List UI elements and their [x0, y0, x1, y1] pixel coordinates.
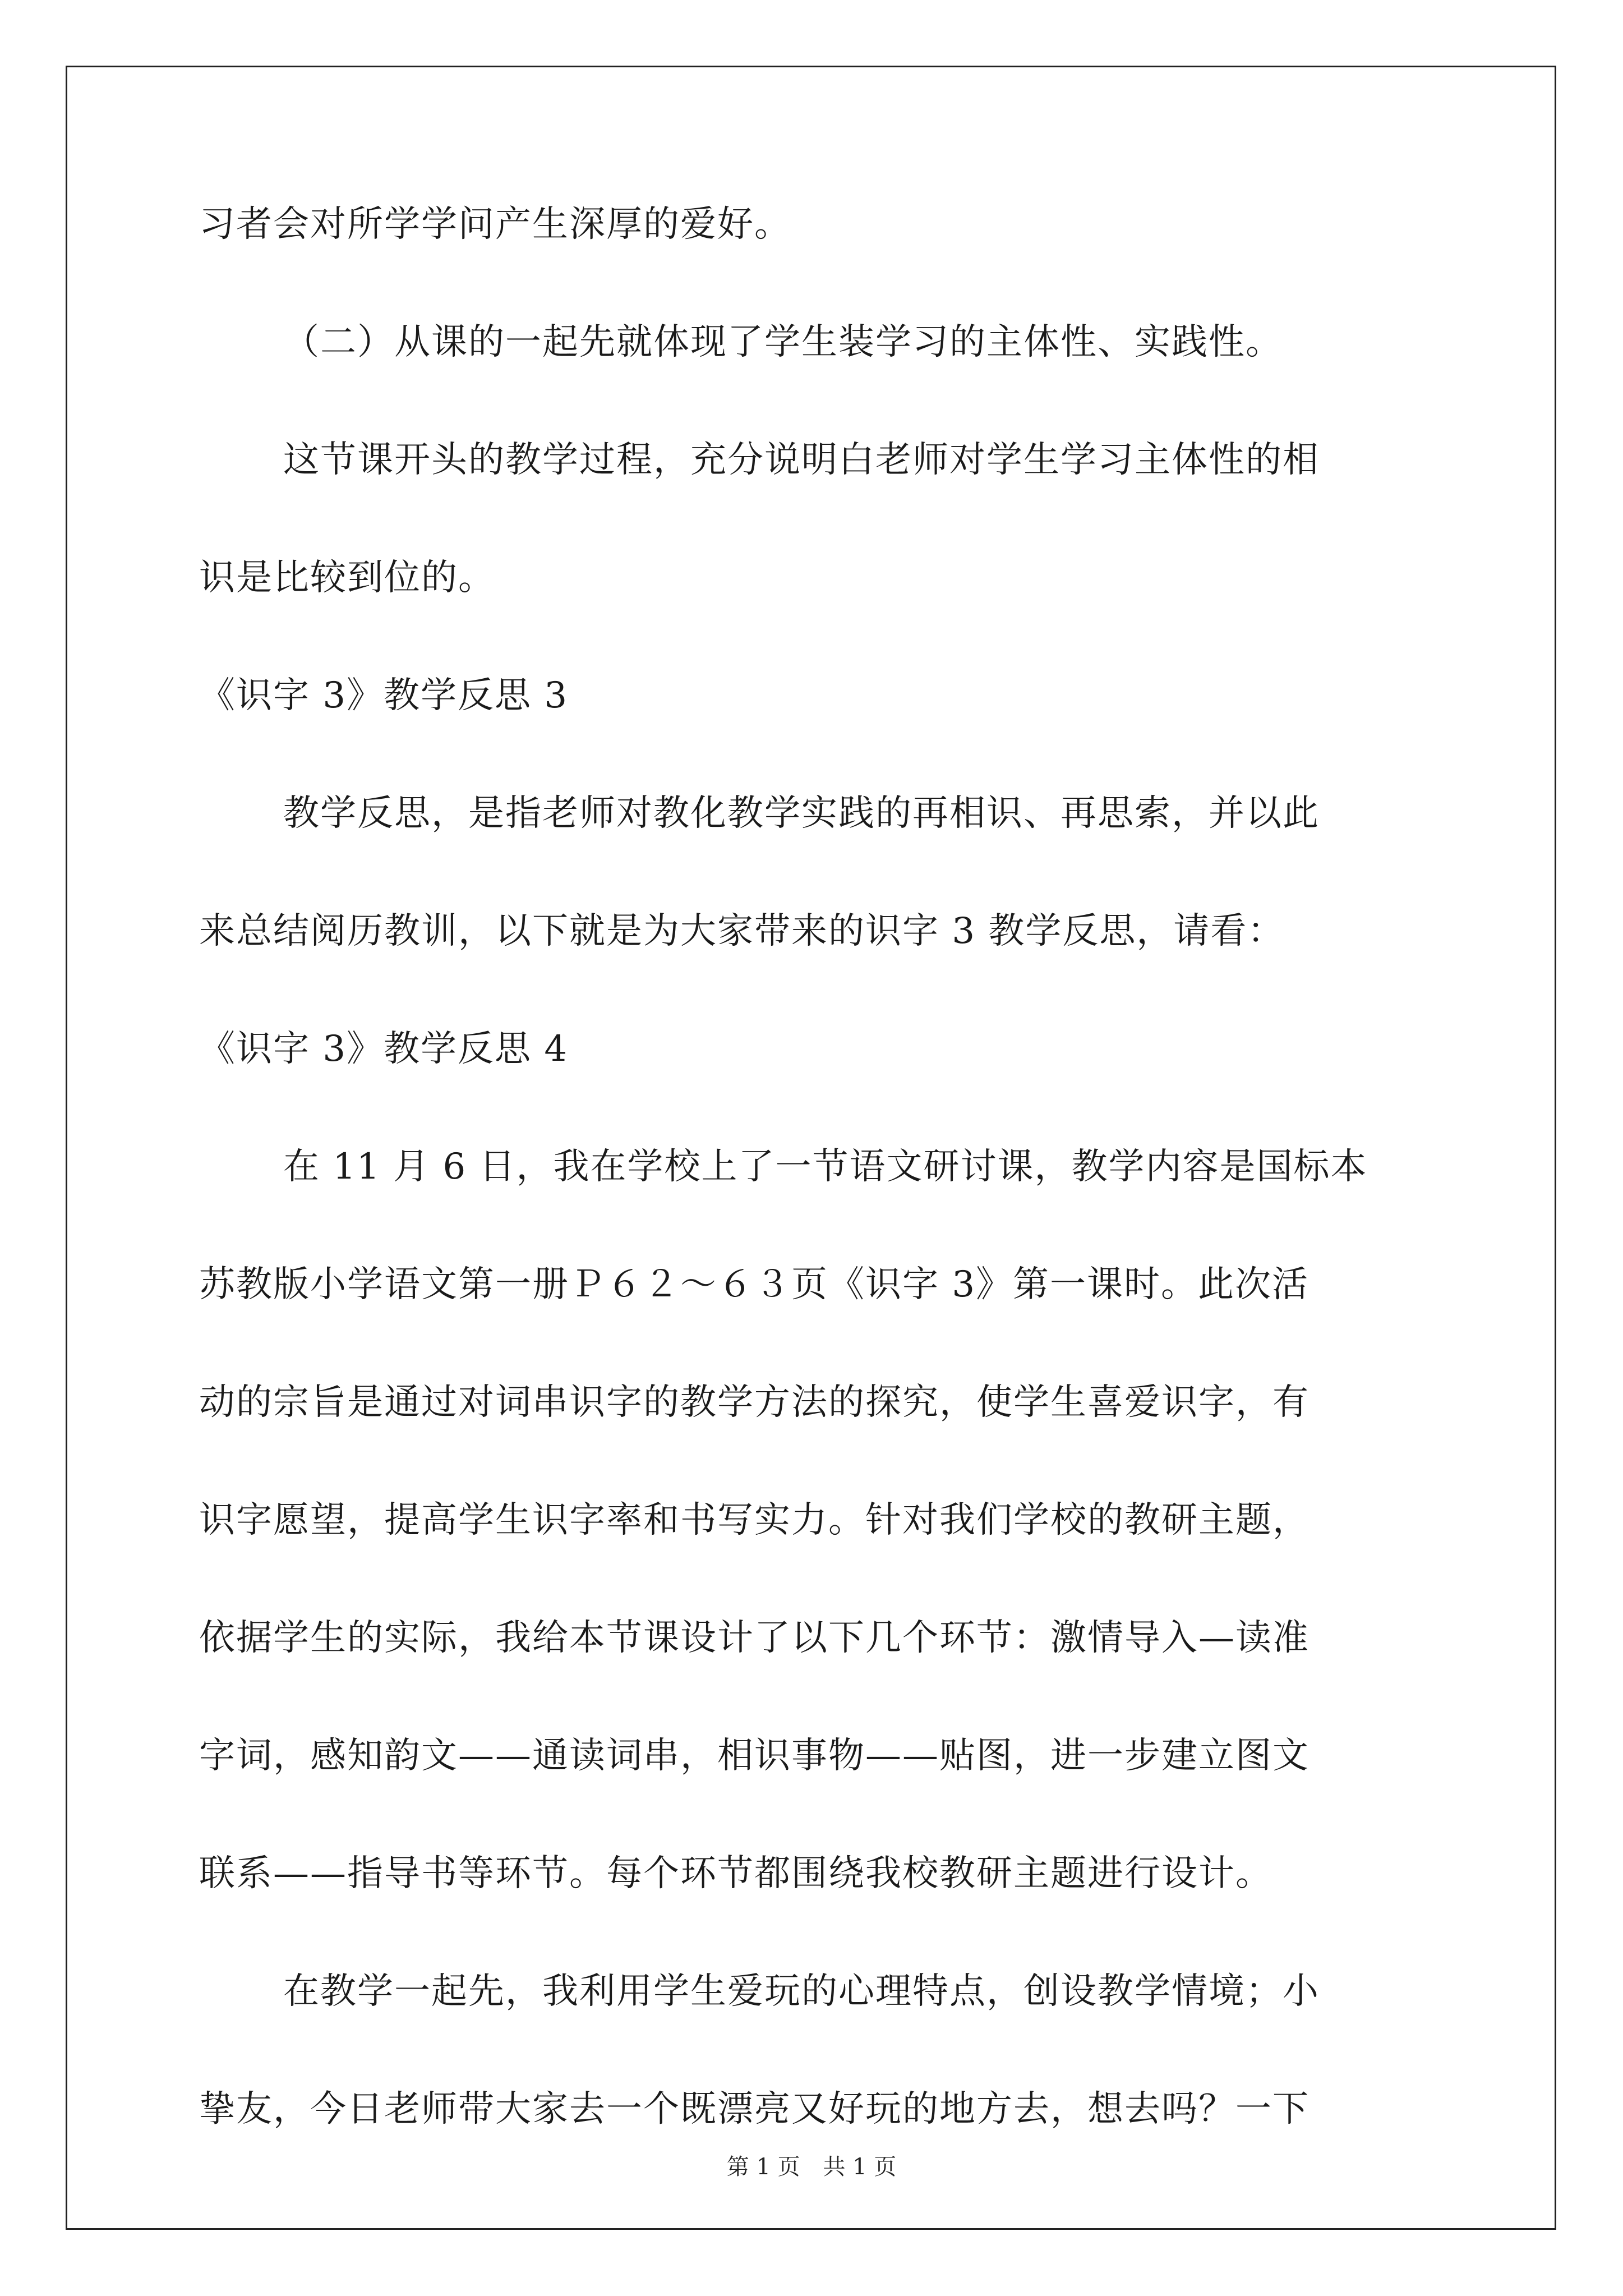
body-text-line: 在 11 月 6 日，我在学校上了一节语文研讨课，教学内容是国标本 [283, 1146, 1368, 1188]
page-total: 共 1 页 [823, 2154, 897, 2180]
section-heading: 《识字 3》教学反思 3 [199, 675, 569, 716]
body-text-line: 识是比较到位的。 [199, 557, 495, 599]
body-text-line: 动的宗旨是通过对词串识字的教学方法的探究，使学生喜爱识字，有 [199, 1382, 1310, 1423]
body-text-line: 在教学一起先，我利用学生爱玩的心理特点，创设教学情境；小 [283, 1971, 1320, 2012]
page-number: 第 1 页 [726, 2154, 800, 2180]
section-heading: 《识字 3》教学反思 4 [199, 1028, 569, 1070]
body-text-line: 习者会对所学学问产生深厚的爱好。 [199, 204, 791, 245]
body-text-line: （二）从课的一起先就体现了学生装学习的主体性、实践性。 [283, 321, 1283, 363]
body-text-line: 字词，感知韵文——通读词串，相识事物——贴图，进一步建立图文 [199, 1735, 1310, 1777]
body-text-line: 挚友，今日老师带大家去一个既漂亮又好玩的地方去，想去吗？一下 [199, 2088, 1310, 2130]
body-text-line: 教学反思，是指老师对教化教学实践的再相识、再思索，并以此 [283, 793, 1320, 834]
body-text-line: 联系——指导书等环节。每个环节都围绕我校教研主题进行设计。 [199, 1853, 1272, 1894]
body-text-line: 来总结阅历教训，以下就是为大家带来的识字 3 教学反思，请看： [199, 910, 1285, 952]
body-text-line: 识字愿望，提高学生识字率和书写实力。针对我们学校的教研主题， [199, 1499, 1310, 1541]
body-text-line: 这节课开头的教学过程，充分说明白老师对学生学习主体性的相 [283, 439, 1320, 481]
body-text-line: 苏教版小学语文第一册Ｐ６２～６３页《识字 3》第一课时。此次活 [199, 1264, 1310, 1305]
body-text-line: 依据学生的实际，我给本节课设计了以下几个环节：激情导入—读准 [199, 1617, 1310, 1659]
page-footer [0, 2153, 1623, 2181]
